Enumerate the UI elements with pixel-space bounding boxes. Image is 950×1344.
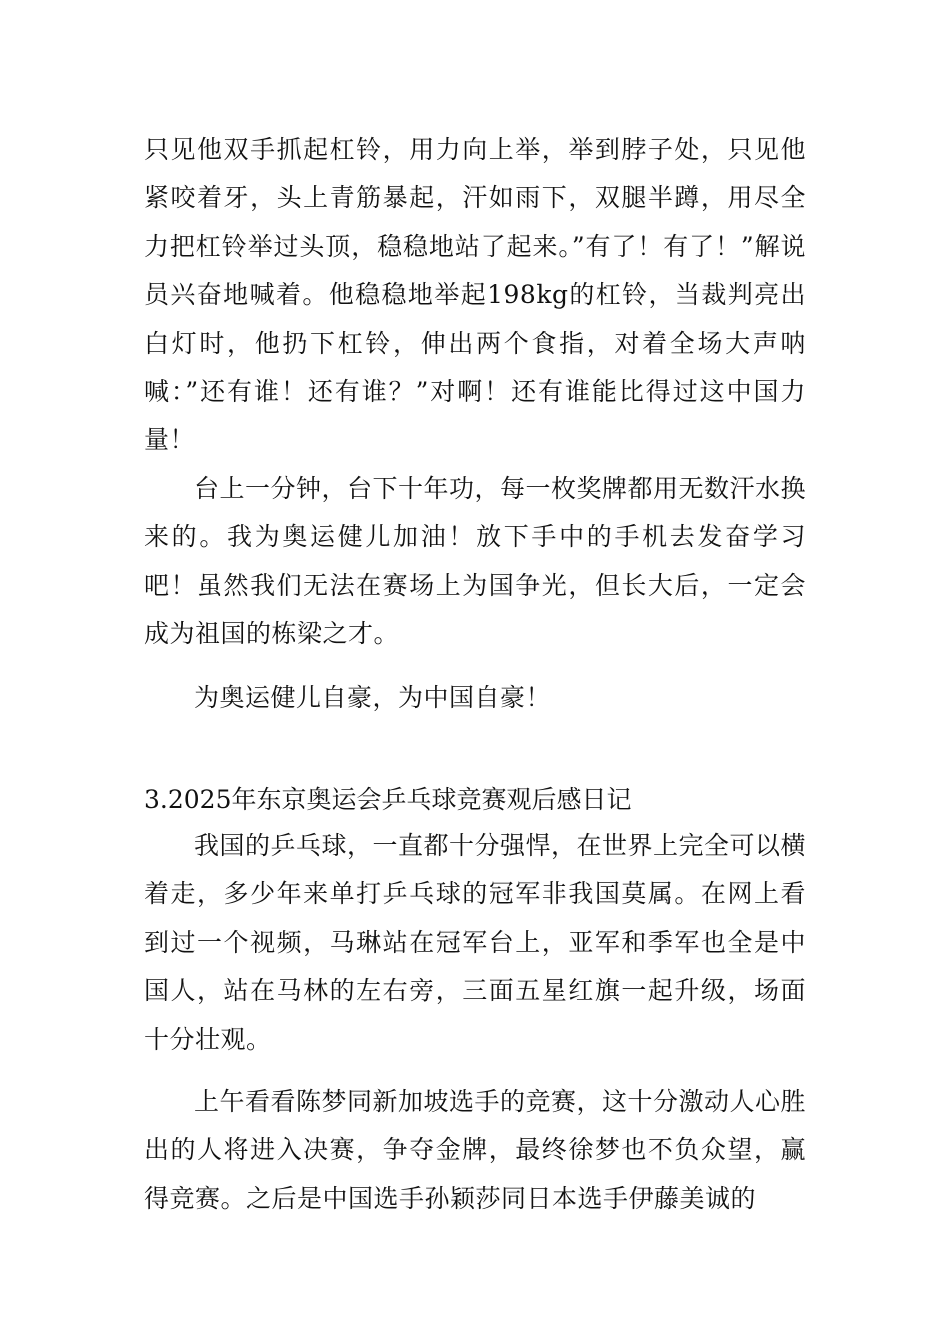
section-heading: 3.2025年东京奥运会乒乓球竞赛观后感日记 bbox=[144, 785, 632, 814]
paragraph-table-tennis: 我国的乒乓球，一直都十分强悍，在世界上完全可以横着走，多少年来单打乒乓球的冠军非我国莫属。在网上看到过一个视频，马琳站在冠军台上，亚军和季军也全是中国人，站在马林的左右旁，三面五星红旗一起升级，场面十分壮观。 bbox=[144, 831, 807, 1054]
paragraph-weightlifting: 只见他双手抓起杠铃，用力向上举，举到脖子处，只见他紧咬着牙，头上青筋暴起，汗如雨下，双腿半蹲，用尽全力把杠铃举过头顶，稳稳地站了起来。”有了！有了！”解说员兴奋地喊着。他稳稳地举起198kg的杠铃，当裁判亮出白灯时，他扔下杠铃，伸出两个食指，对着全场大声呐喊：”还有谁！还有谁？”对啊！还有谁能比得过这中国力量！ bbox=[144, 135, 806, 455]
paragraph-hard-work: 台上一分钟，台下十年功，每一枚奖牌都用无数汗水换来的。我为奥运健儿加油！放下手中的手机去发奋学习吧！虽然我们无法在赛场上为国争光，但长大后，一定会成为祖国的栋梁之才。 bbox=[144, 474, 807, 649]
paragraph-proud: 为奥运健儿自豪，为中国自豪！ bbox=[194, 683, 552, 712]
document-page bbox=[144, 0, 806, 1344]
paragraph-match: 上午看看陈梦同新加坡选手的竞赛，这十分激动人心胜出的人将进入决赛，争夺金牌，最终徐梦也不负众望，赢得竞赛。之后是中国选手孙颖莎同日本选手伊藤美诚的 bbox=[144, 1087, 807, 1213]
